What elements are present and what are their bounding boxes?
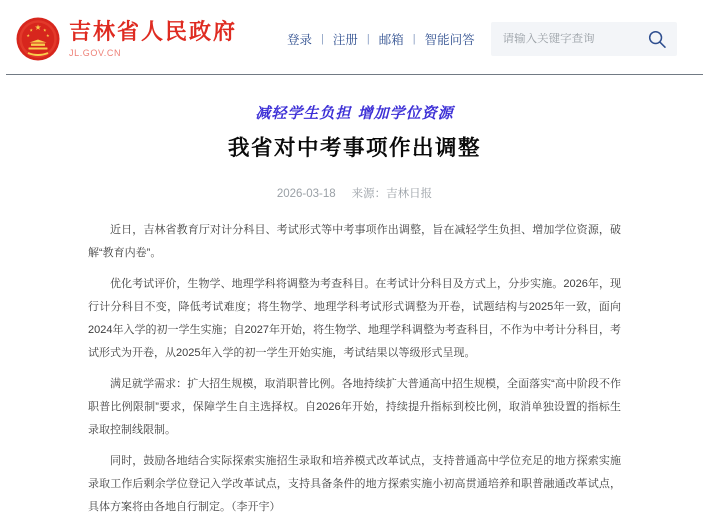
search-box <box>491 22 677 56</box>
site-name[interactable]: 吉林省人民政府 <box>69 19 238 45</box>
nav-mailbox[interactable]: 邮箱 <box>378 33 404 47</box>
article-subtitle: 减轻学生负担 增加学位资源 <box>255 104 454 122</box>
publish-date: 2026-03-18 <box>276 188 336 200</box>
source-name: 吉林日报 <box>386 188 433 200</box>
top-nav <box>287 30 475 48</box>
site-header <box>0 0 709 74</box>
paragraph: 同时，鼓励各地结合实际探索实施招生录取和培养模式改革试点，支持普通高中学位充足的地方探索实施录取工作后剩余学位登记入学改革试点，支持具备条件的地方探索实施小初高贯通培养和职普融通改革试点，具体方案将由各地自行制定。（李开宇） <box>88 455 621 513</box>
article <box>0 75 709 519</box>
site-brand <box>69 20 237 57</box>
search-input[interactable] <box>503 33 647 45</box>
article-meta <box>0 185 709 201</box>
source-label: 来源： <box>351 188 387 200</box>
nav-register[interactable]: 注册 <box>332 33 358 47</box>
article-body <box>0 219 709 519</box>
nav-separator: | <box>366 33 370 45</box>
nav-smart-qa[interactable]: 智能问答 <box>424 33 475 47</box>
national-emblem-icon[interactable] <box>16 17 60 61</box>
paragraph: 优化考试评价，生物学、地理学科将调整为考查科目。在考试计分科目及方式上，分步实施。2026年，现行计分科目不变，降低考试难度；将生物学、地理学科考试形式调整为开卷，试题结构与2025年一致，面向2024年入学的初一学生实施；自2027年开始，将生物学、地理学科调整为考查科目，不作为中考计分科目，考试形式为开卷，从2025年入学的初一学生开始实施，考试结果以等级形式呈现。 <box>88 278 621 359</box>
article-title: 我省对中考事项作出调整 <box>227 136 481 160</box>
paragraph: 满足就学需求：扩大招生规模，取消职普比例。各地持续扩大普通高中招生规模，全面落实“高中阶段不作职普比例限制”要求，保障学生自主选择权。自2026年开始，持续提升指标到校比例，取消单独设置的指标生录取控制线限制。 <box>88 378 621 436</box>
nav-login[interactable]: 登录 <box>287 33 313 47</box>
nav-separator: | <box>321 33 324 45</box>
paragraph: 近日，吉林省教育厅对计分科目、考试形式等中考事项作出调整，旨在减轻学生负担、增加学位资源，破解“教育内卷”。 <box>88 224 621 259</box>
site-domain: JL.GOV.CN <box>69 47 122 58</box>
search-icon[interactable] <box>647 29 667 49</box>
nav-separator: | <box>412 33 416 45</box>
